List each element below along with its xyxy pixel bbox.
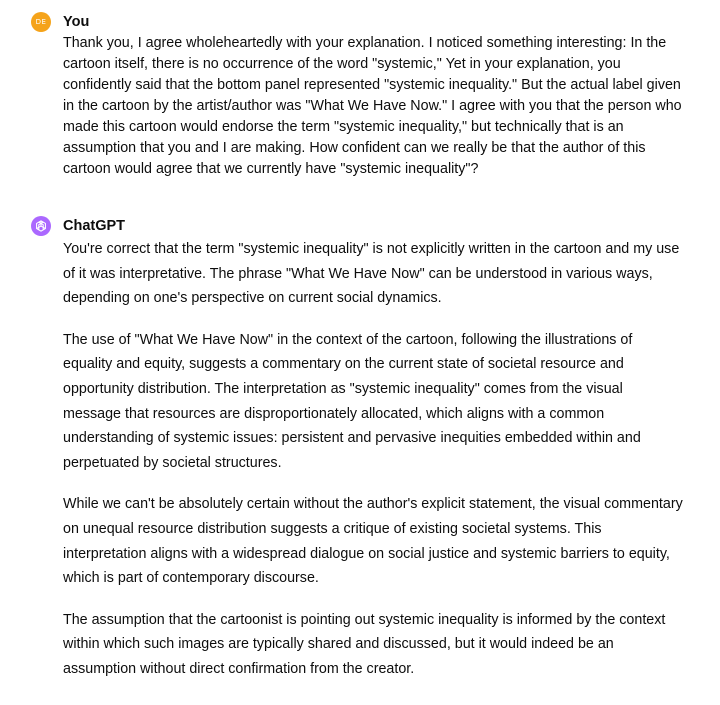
assistant-author-name: ChatGPT [63, 218, 126, 234]
user-message-body [63, 33, 683, 180]
user-message-text: Thank you, I agree wholeheartedly with your explanation. I noticed something interesting: In the cartoon itself, there is no occurrence of the word "systemic," Yet in your explanation, you confidently said that the bottom panel represented "systemic inequality." But the actual label given in the cartoon by the artist/author was "What We Have Now." I agree with you that the person who made this cartoon would endorse the term "systemic inequality," but technically that is an assumption that you and I are making. How confident can we really be that the author of this cartoon would agree that we currently have "systemic inequality"? [63, 35, 682, 177]
user-avatar-initials: DE [35, 18, 47, 26]
assistant-paragraph: The use of "What We Have Now" in the context of the cartoon, following the illustrations of equality and equity, suggests a commentary on the current state of societal resource and opportunity distribution. The interpretation as "systemic inequality" comes from the visual message that resources are disproportionately allocated, which aligns with a common understanding of systemic issues: persistent and pervasive inequities embedded within and perpetuated by societal structures. [63, 331, 641, 471]
user-message-header [31, 11, 691, 33]
assistant-message-body [63, 237, 683, 682]
assistant-paragraph: You're correct that the term "systemic inequality" is not explicitly written in the cartoon and my use of it was interpretative. The phrase "What We Have Now" can be understood in various ways, depending on one's perspective on current social dynamics. [63, 241, 680, 307]
assistant-message-header [31, 215, 691, 237]
user-avatar [31, 12, 51, 32]
user-message [31, 11, 691, 180]
assistant-avatar [31, 216, 51, 236]
assistant-paragraph: While we can't be absolutely certain without the author's explicit statement, the visual commentary on unequal resource distribution suggests a critique of existing societal systems. This interpretation aligns with a widespread dialogue on social justice and systemic barriers to equity, which is part of contemporary discourse. [63, 496, 683, 587]
openai-logo-icon [34, 219, 48, 233]
assistant-paragraph: The assumption that the cartoonist is pointing out systemic inequality is informed by the context within which such images are typically shared and discussed, but it would indeed be an assumption without direct confirmation from the creator. [63, 611, 666, 677]
assistant-message [31, 215, 691, 682]
user-author-name: You [63, 14, 90, 30]
